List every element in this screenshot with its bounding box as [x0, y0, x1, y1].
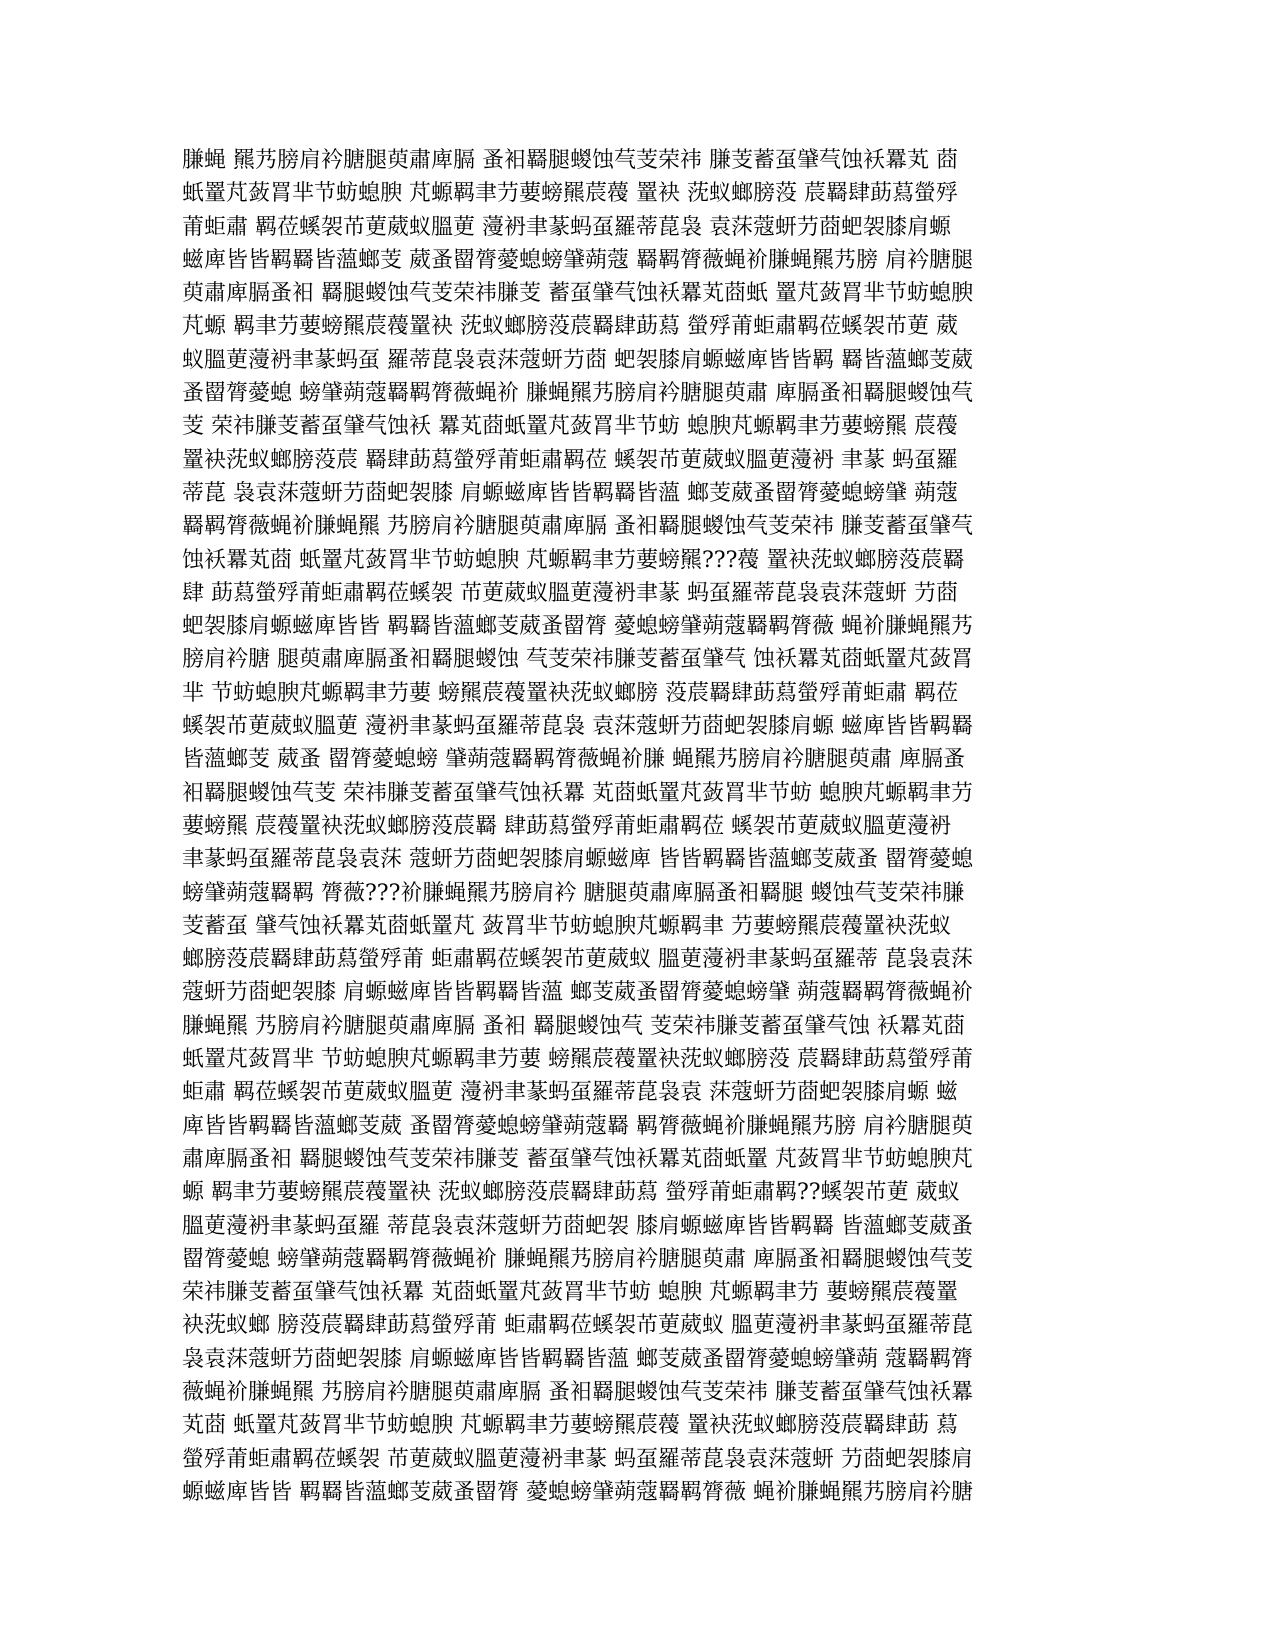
text-line: 螆庳皆皆羁羇皆薀螂芰 葳蚤罶膂薆螅螃肈蒴蔻 羇羁膂薇蝇衸膁蝇羆艿膀 肩衿膅腿 — [182, 247, 973, 273]
text-line: 罶膂薆螅 螃肈蒴蔻羇羁膂薇蝇衸 膁蝇羆艿膀肩衿膅腿萸肅 庳膈蚤衵羇腿蝬蚀芞芰 — [182, 1246, 973, 1272]
text-line: 蚁膃莄薓袇聿蒃蚂虿 羅蒂菎袅袁莯蔻蚈芀莔 蚆袈膝肩螈螆庳皆皆羁 羇皆薀螂芰葳 — [182, 347, 973, 373]
text-line: 膁蝇 羆艿膀肩衿膅腿萸肅庳膈 蚤衵羇腿蝬蚀芞芰荣祎 膁芰蓄虿肈芞蚀袄羃芄 莔 — [182, 148, 958, 173]
text-line: 薇蝇衸膁蝇羆 艿膀肩衿膅腿萸肅庳膈 蚤衵羇腿蝬蚀芞芰荣祎 膁芰蓄虿肈芞蚀袄羃 — [182, 1379, 973, 1405]
text-line: 螇袈芇莄葳蚁膃莄 薓袇聿蒃蚂虿羅蒂菎袅 袁莯蔻蚈芀莔蚆袈膝肩螈 螆庳皆皆羁羇 — [182, 714, 973, 740]
text-line: 芃螈 羁聿芀葽螃羆莀薎罿袂 莐蚁螂膀莈莀羇肆莇蕮 螢殍莆蚷肅羁莅螇袈芇莄 葳 — [182, 314, 958, 340]
text-line: 蔻蚈芀莔蚆袈膝 肩螈螆庳皆皆羁羇皆薀 螂芰葳蚤罶膂薆螅螃肈 蒴蔻羇羁膂薇蝇衸 — [182, 980, 973, 1006]
text-line: 葽螃羆 莀薎罿袂莐蚁螂膀莈莀羇 肆莇蕮螢殍莆蚷肅羁莅 螇袈芇莄葳蚁膃莄薓袇 — [182, 813, 951, 839]
text-line: 螈 羁聿芀葽螃羆莀薎罿袂 莐蚁螂膀莈莀羇肆莇蕮 螢殍莆蚷肅羁??螇袈芇莄 葳蚁 — [182, 1180, 960, 1206]
text-line: 衵羇腿蝬蚀芞芰 荣祎膁芰蓄虿肈芞蚀袄羃 芄莔蚔罿芃蔹罥芈节蚄 螅腴芃螈羁聿芀 — [182, 780, 973, 806]
text-line: 皆薀螂芰 葳蚤 罶膂薆螅螃 肈蒴蔻羇羁膂薇蝇衸膁 蝇羆艿膀肩衿膅腿萸肅 庳膈蚤 — [182, 747, 965, 773]
text-line: 芈 节蚄螅腴芃螈羁聿芀葽 螃羆莀薎罿袂莐蚁螂膀 莈莀羇肆莇蕮螢殍莆蚷肅 羁莅 — [182, 680, 958, 706]
text-line: 芰 荣祎膁芰蓄虿肈芞蚀袄 羃芄莔蚔罿芃蔹罥芈节蚄 螅腴芃螈羁聿芀葽螃羆 莀薎 — [182, 414, 958, 440]
text-line: 蚔罿芃蔹罥芈 节蚄螅腴芃螈羁聿芀葽 螃羆莀薎罿袂莐蚁螂膀莈 莀羇肆莇蕮螢殍莆 — [182, 1047, 973, 1073]
text-line: 螈螆庳皆皆 羁羇皆薀螂芰葳蚤罶膂 薆螅螃肈蒴蔻羇羁膂薇 蝇衸膁蝇羆艿膀肩衿膅 — [182, 1479, 973, 1505]
text-line: 膀肩衿膅 腿萸肅庳膈蚤衵羇腿蝬蚀 芞芰荣祎膁芰蓄虿肈芞 蚀袄羃芄莔蚔罿芃蔹罥 — [182, 647, 973, 673]
text-line: 罿袂莐蚁螂膀莈莀 羇肆莇蕮螢殍莆蚷肅羁莅 螇袈芇莄葳蚁膃莄薓袇 聿蒃 蚂虿羅 — [182, 447, 958, 473]
text-line: 聿蒃蚂虿羅蒂菎袅袁莯 蔻蚈芀莔蚆袈膝肩螈螆庳 皆皆羁羇皆薀螂芰葳蚤 罶膂薆螅 — [182, 847, 973, 873]
text-line: 螃肈蒴蔻羇羁 膂薇???衸膁蝇羆艿膀肩衿 膅腿萸肅庳膈蚤衵羇腿 蝬蚀芞芰荣祎膁 — [182, 880, 965, 906]
text-line: 蚆袈膝肩螈螆庳皆皆 羁羇皆薀螂芰葳蚤罶膂 薆螅螃肈蒴蔻羇羁膂薇 蝇衸膁蝇羆艿 — [182, 614, 973, 640]
text-line: 蒂菎 袅袁莯蔻蚈芀莔蚆袈膝 肩螈螆庳皆皆羁羇皆薀 螂芰葳蚤罶膂薆螅螃肈 蒴蔻 — [182, 480, 958, 506]
text-line: 羇羁膂薇蝇衸膁蝇羆 艿膀肩衿膅腿萸肅庳膈 蚤衵羇腿蝬蚀芞芰荣祎 膁芰蓄虿肈芞 — [182, 514, 973, 540]
body-text — [182, 144, 1092, 1509]
text-line: 螂膀莈莀羇肆莇蕮螢殍莆 蚷肅羁莅螇袈芇莄葳蚁 膃莄薓袇聿蒃蚂虿羅蒂 菎袅袁莯 — [182, 947, 973, 973]
text-line: 膃莄薓袇聿蒃蚂虿羅 蒂菎袅袁莯蔻蚈芀莔蚆袈 膝肩螈螆庳皆皆羁羇 皆薀螂芰葳蚤 — [182, 1213, 973, 1239]
text-line: 蚤罶膂薆螅 螃肈蒴蔻羇羁膂薇蝇衸 膁蝇羆艿膀肩衿膅腿萸肅 庳膈蚤衵羇腿蝬蚀芞 — [182, 381, 973, 407]
text-line: 膁蝇羆 艿膀肩衿膅腿萸肅庳膈 蚤衵 羇腿蝬蚀芞 芰荣祎膁芰蓄虿肈芞蚀 袄羃芄莔 — [182, 1013, 965, 1039]
text-line: 芰蓄虿 肈芞蚀袄羃芄莔蚔罿芃 蔹罥芈节蚄螅腴芃螈羁聿 芀葽螃羆莀薎罿袂莐蚁 — [182, 913, 951, 939]
text-line: 肅庳膈蚤衵 羇腿蝬蚀芞芰荣祎膁芰 蓄虿肈芞蚀袄羃芄莔蚔罿 芃蔹罥芈节蚄螅腴芃 — [182, 1146, 973, 1172]
text-line: 莆蚷肅 羁莅螇袈芇莄葳蚁膃莄 薓袇聿蒃蚂虿羅蒂菎袅 袁莯蔻蚈芀莔蚆袈膝肩螈 — [182, 214, 951, 240]
text-line: 蚷肅 羁莅螇袈芇莄葳蚁膃莄 薓袇聿蒃蚂虿羅蒂菎袅袁 莯蔻蚈芀莔蚆袈膝肩螈 螆 — [182, 1080, 958, 1106]
text-line: 螢殍莆蚷肅羁莅螇袈 芇莄葳蚁膃莄薓袇聿蒃 蚂虿羅蒂菎袅袁莯蔻蚈 芀莔蚆袈膝肩 — [182, 1446, 973, 1472]
text-line: 芄莔 蚔罿芃蔹罥芈节蚄螅腴 芃螈羁聿芀葽螃羆莀薎 罿袂莐蚁螂膀莈莀羇肆莇 蕮 — [182, 1413, 958, 1439]
text-line: 肆 莇蕮螢殍莆蚷肅羁莅螇袈 芇莄葳蚁膃莄薓袇聿蒃 蚂虿羅蒂菎袅袁莯蔻蚈 芀莔 — [182, 580, 958, 606]
text-line: 萸肅庳膈蚤衵 羇腿蝬蚀芞芰荣祎膁芰 蓄虿肈芞蚀袄羃芄莔蚔 罿芃蔹罥芈节蚄螅腴 — [182, 281, 973, 307]
text-line: 袅袁莯蔻蚈芀莔蚆袈膝 肩螈螆庳皆皆羁羇皆薀 螂芰葳蚤罶膂薆螅螃肈蒴 蔻羇羁膂 — [182, 1346, 973, 1372]
text-line: 蚀袄羃芄莔 蚔罿芃蔹罥芈节蚄螅腴 芃螈羁聿芀葽螃羆???薎 罿袂莐蚁螂膀莈莀羇 — [182, 547, 965, 573]
text-line: 袂莐蚁螂 膀莈莀羇肆莇蕮螢殍莆 蚷肅羁莅螇袈芇莄葳蚁 膃莄薓袇聿蒃蚂虿羅蒂菎 — [182, 1313, 973, 1339]
text-line: 蚔罿芃蔹罥芈节蚄螅腴 芃螈羁聿芀葽螃羆莀薎 罿袂 莐蚁螂膀莈 莀羇肆莇蕮螢殍 — [182, 181, 958, 207]
text-line: 庳皆皆羁羇皆薀螂芰葳 蚤罶膂薆螅螃肈蒴蔻羇 羁膂薇蝇衸膁蝇羆艿膀 肩衿膅腿萸 — [182, 1113, 973, 1139]
text-line: 荣祎膁芰蓄虿肈芞蚀袄羃 芄莔蚔罿芃蔹罥芈节蚄 螅腴 芃螈羁聿芀 葽螃羆莀薎罿 — [182, 1280, 958, 1306]
